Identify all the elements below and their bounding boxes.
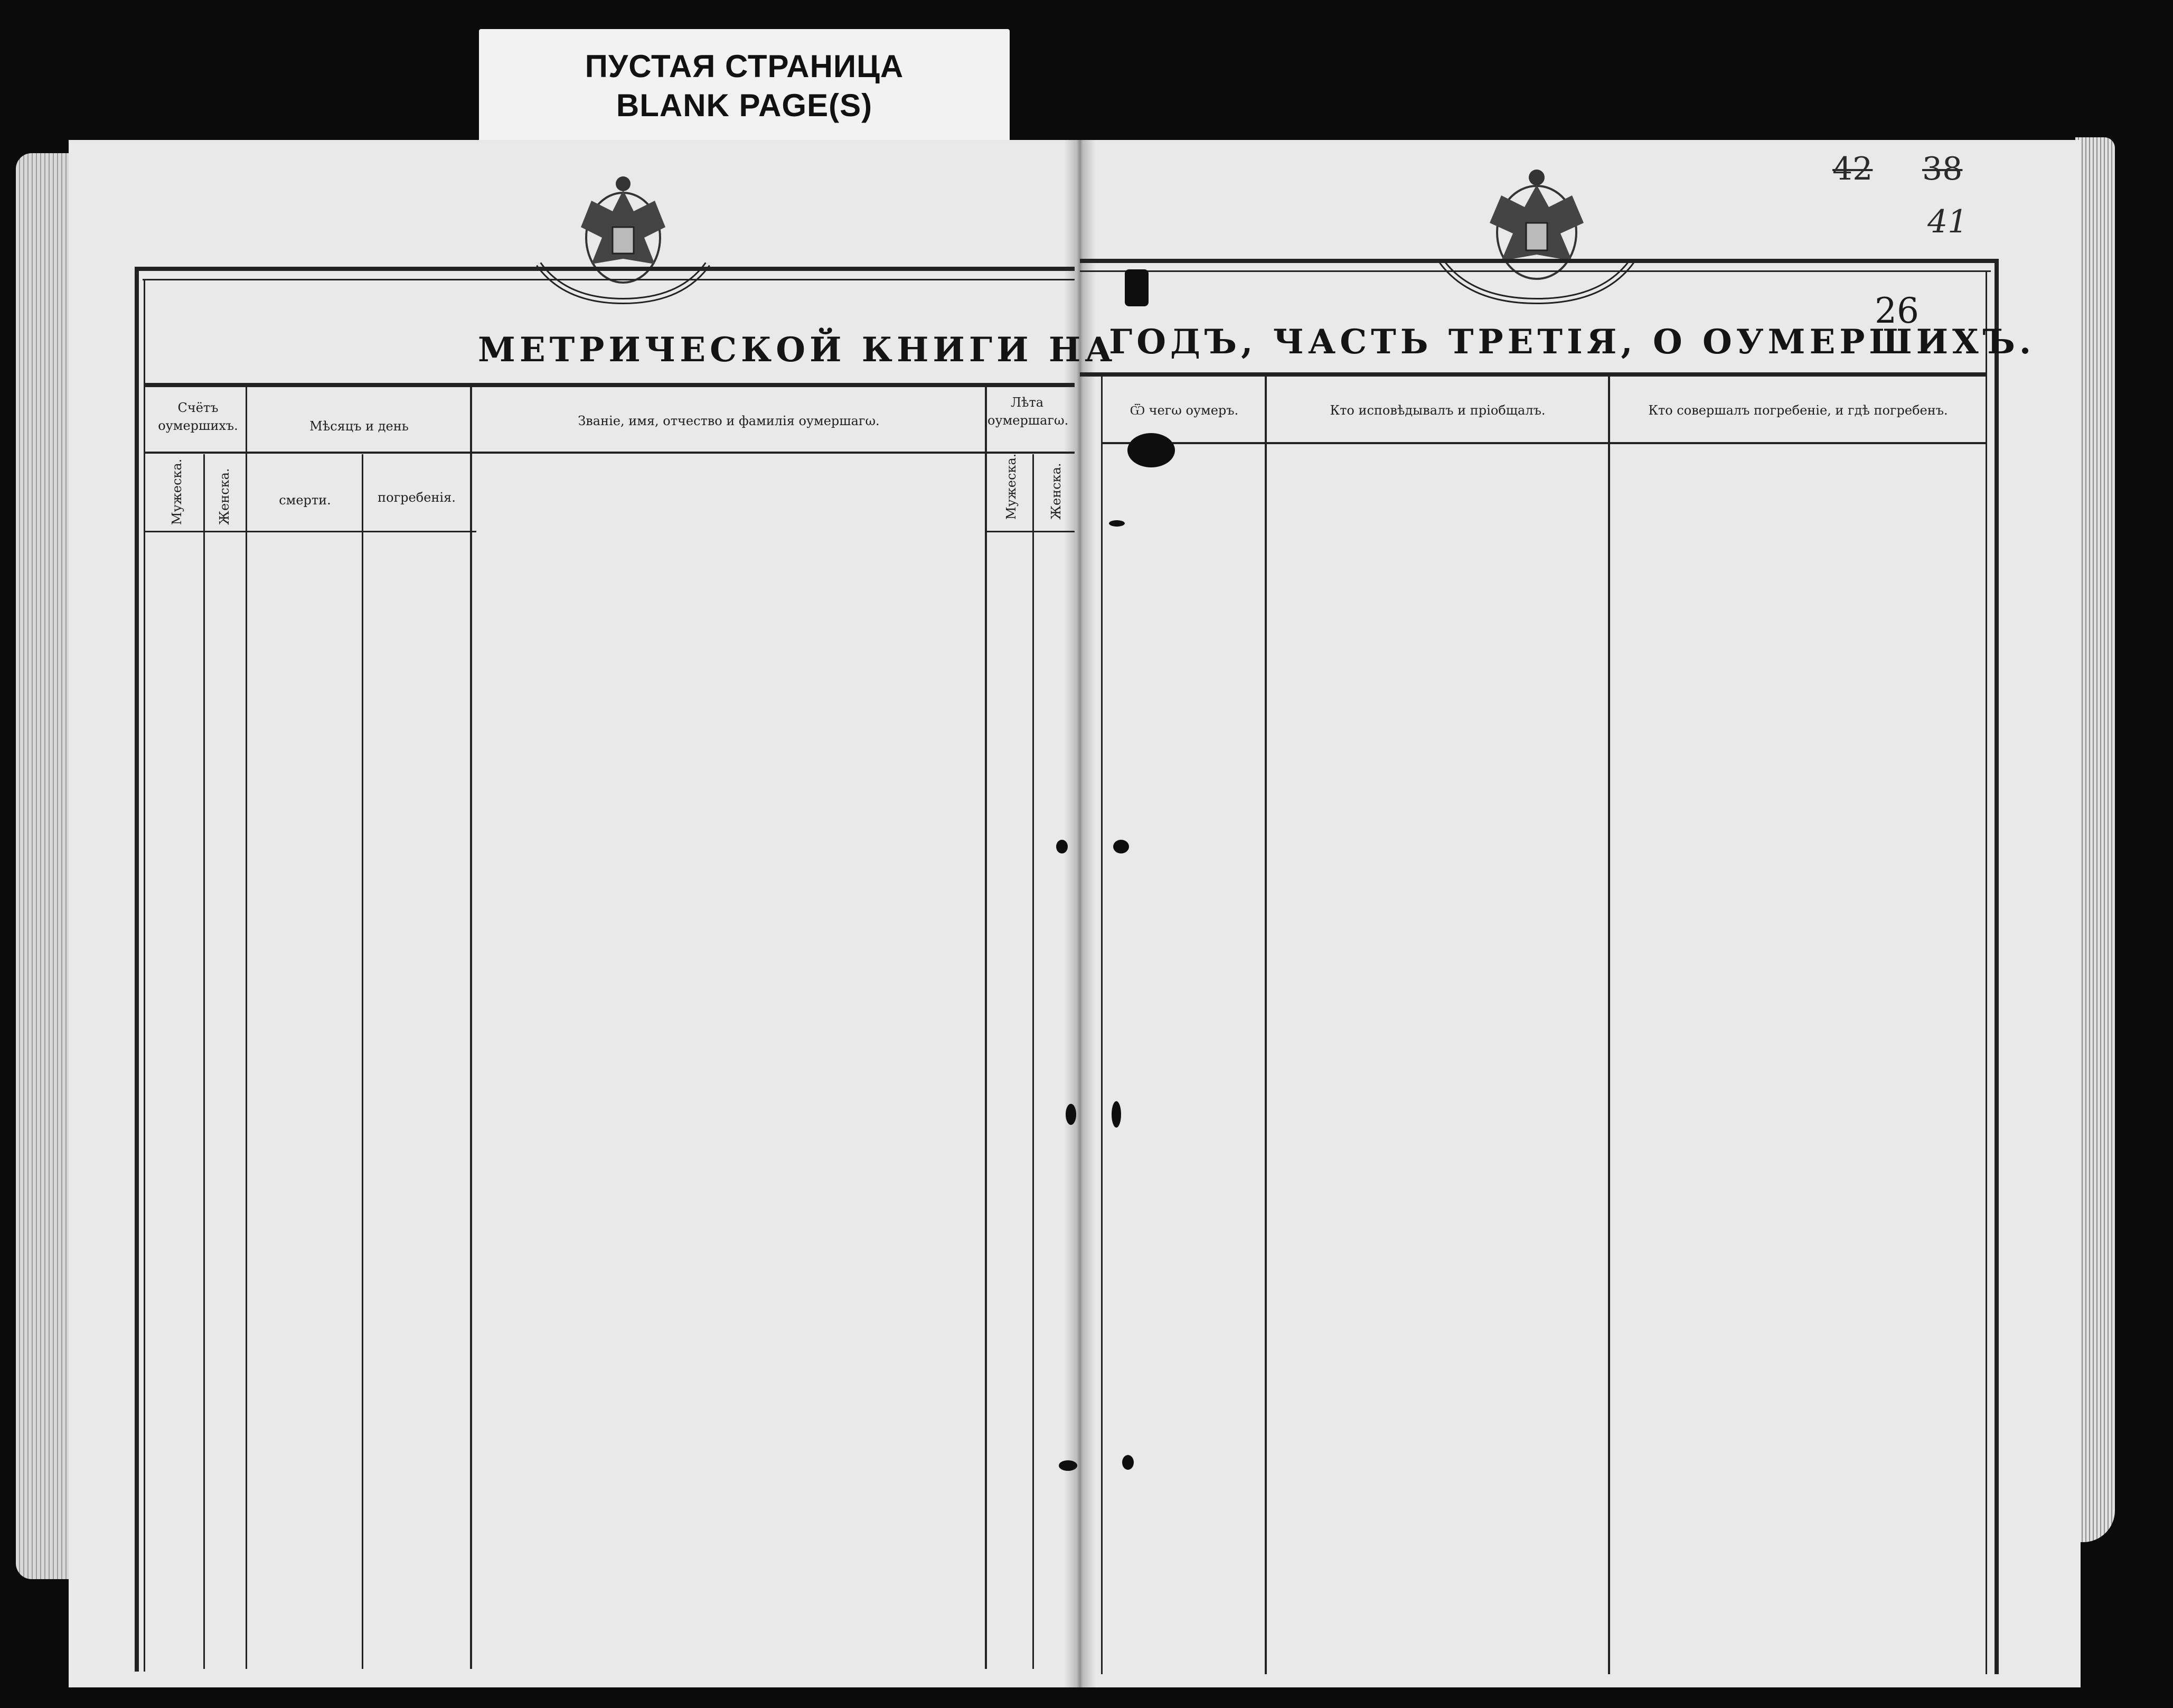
binding-hole-mark [1113, 840, 1129, 853]
left-page-title: МЕТРИЧЕСКОЙ КНИГИ НА [478, 330, 1117, 370]
left-col-rule [246, 386, 247, 1669]
left-age-subheader-rule [985, 531, 1075, 532]
left-top-thin-rule [143, 279, 1075, 280]
left-col-rule [470, 386, 472, 1669]
header-burier: Кто совершалъ погребеніе, и гдѣ погребенъ. [1648, 403, 1948, 418]
header-count-deceased: Счётъ оумершихъ. [158, 400, 238, 433]
header-month-day: Мѣсяцъ и день [309, 419, 409, 434]
left-header-rule [144, 452, 1075, 454]
folio-number-struck-second: 38 [1922, 151, 1963, 187]
right-col-rule [1101, 375, 1103, 1674]
left-coat-of-arms-emblem [533, 169, 713, 327]
left-col-rule [985, 386, 987, 1669]
binding-hole-mark [1059, 1460, 1077, 1471]
header-count-male: Мужеска. [170, 458, 184, 525]
binding-hole-mark [1109, 520, 1125, 527]
header-cause-of-death: Ѿ чегω оумеръ. [1130, 403, 1239, 418]
page-number: 26 [1875, 290, 1919, 331]
right-page-title: ГОДЪ, ЧАСТЬ ТРЕТІЯ, О ОУМЕРШИХЪ. [1109, 322, 2036, 362]
left-col-rule [362, 454, 363, 1669]
header-death: смерти. [279, 493, 331, 508]
right-coat-of-arms-emblem [1434, 164, 1640, 327]
blank-page-label-ru: ПУСТАЯ СТРАНИЦА [585, 48, 904, 84]
header-count-female: Женска. [217, 468, 232, 525]
left-inner-border [144, 279, 145, 1672]
header-name: Званіе, имя, отчество и фамилія оумершагω. [578, 414, 880, 428]
left-title-rule [144, 383, 1075, 387]
header-confessor: Кто исповѣдывалъ и пріобщалъ. [1330, 403, 1546, 418]
left-top-double-rule [135, 267, 1075, 271]
header-age-male: Мужеска. [1004, 453, 1019, 520]
binding-hole-mark [1056, 840, 1068, 853]
left-subheader-rule [144, 531, 476, 532]
right-col-rule [1608, 375, 1610, 1674]
binding-hole-mark [1066, 1104, 1076, 1125]
left-outer-border [135, 267, 139, 1672]
binding-hole-mark [1122, 1455, 1134, 1470]
binding-hole-mark [1127, 433, 1175, 467]
right-title-rule [1080, 372, 1987, 377]
blank-page-label [479, 29, 1010, 143]
left-page [69, 140, 1077, 1687]
right-col-rule [1265, 375, 1267, 1674]
header-burial: погребенія. [378, 490, 456, 505]
blank-page-label-en: BLANK PAGE(S) [616, 87, 873, 123]
right-top-thin-rule [1080, 270, 1991, 272]
right-outer-border [1995, 259, 1999, 1674]
header-age: Лѣта оумершагω. [987, 395, 1069, 428]
binding-hole-mark [1112, 1101, 1121, 1128]
left-col-rule [1032, 454, 1034, 1669]
right-inner-border [1986, 270, 1987, 1674]
right-page-stack [2075, 137, 2115, 1542]
right-header-rule [1101, 442, 1987, 444]
binding-hole-mark [1125, 269, 1149, 306]
right-top-double-rule [1080, 259, 1999, 263]
folio-number-struck-first: 42 [1832, 151, 1873, 187]
header-age-female: Женска. [1049, 463, 1064, 520]
left-col-rule [203, 454, 205, 1669]
folio-number-current: 41 [1927, 203, 1968, 240]
